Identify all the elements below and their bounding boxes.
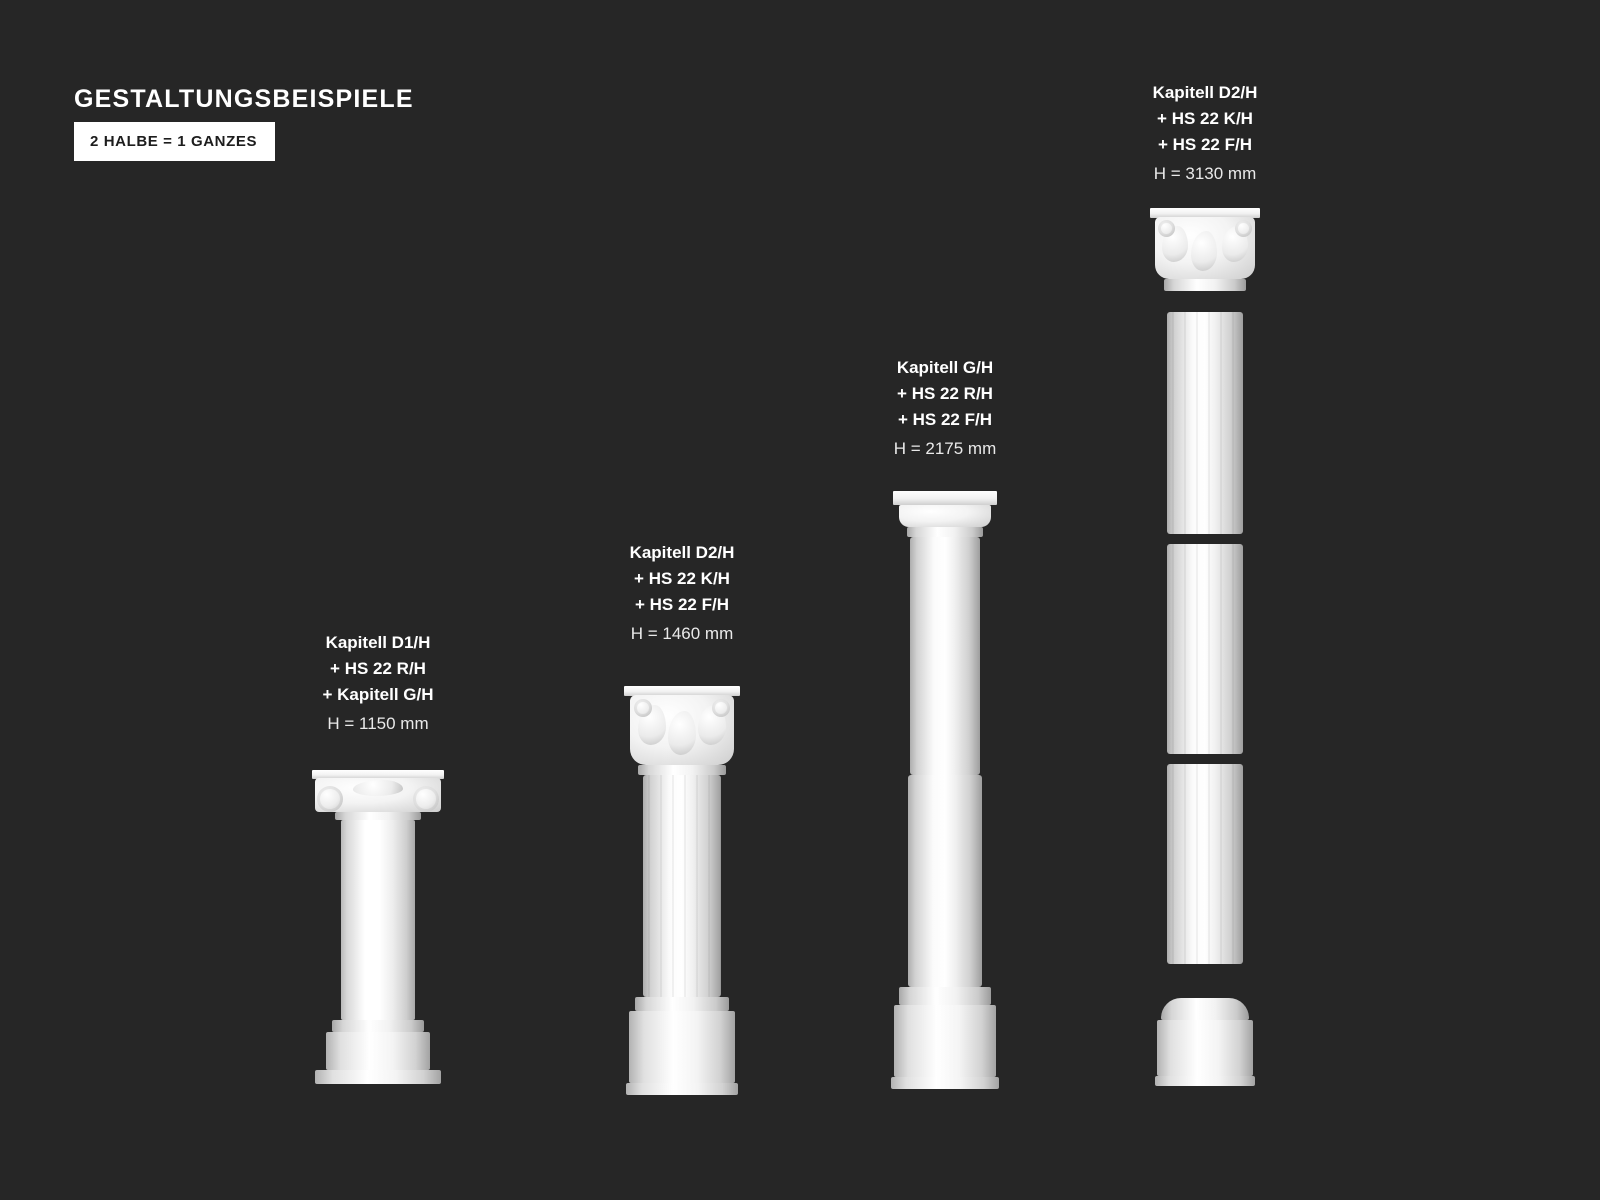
caption-line: + HS 22 R/H (897, 384, 993, 403)
acanthus-leaf (1191, 231, 1217, 271)
column-example-1 (248, 630, 508, 1086)
caption-line: + HS 22 F/H (634, 595, 729, 614)
tuscan-capital (899, 505, 991, 527)
base-footplate (1155, 1076, 1255, 1086)
column-2-caption (552, 540, 812, 618)
capital-neck (1164, 279, 1246, 291)
base-footplate (315, 1070, 441, 1084)
column-shaft-fluted (643, 775, 721, 997)
column-shaft-upper (910, 537, 980, 775)
capital-abacus (893, 491, 997, 505)
column-1-height: H = 1150 mm (327, 714, 429, 733)
volute-right-icon (1235, 220, 1252, 237)
shaft-segment-3 (1167, 764, 1243, 964)
flute-pattern (1167, 544, 1243, 754)
flute-pattern (1167, 764, 1243, 964)
flute-pattern (643, 775, 721, 997)
column-3-height: H = 2175 mm (893, 439, 997, 458)
volute-left-icon (317, 786, 343, 812)
column-4-caption (1080, 80, 1330, 158)
column-shaft (341, 820, 415, 1020)
capital-ornament (353, 780, 403, 796)
base-torus (635, 997, 729, 1011)
column-3-caption (820, 355, 1070, 433)
column-2-height: H = 1460 mm (630, 624, 734, 643)
caption-line: Kapitell D2/H (629, 543, 735, 562)
volute-right-icon (712, 699, 730, 717)
column-4-illustration (1115, 208, 1295, 1088)
volute-left-icon (1158, 220, 1175, 237)
corinthian-capital (630, 695, 734, 765)
caption-line: Kapitell D1/H (325, 633, 431, 652)
column-4-height: H = 3130 mm (1153, 164, 1257, 183)
caption-line: + HS 22 K/H (634, 569, 730, 588)
base-torus (332, 1020, 424, 1032)
ionic-capital (315, 778, 441, 812)
caption-line: + Kapitell G/H (322, 685, 434, 704)
column-example-2 (552, 540, 812, 1101)
corinthian-capital (1155, 217, 1255, 279)
capital-neck (907, 527, 983, 537)
base-torus (1161, 998, 1249, 1020)
column-3-illustration (855, 491, 1035, 1091)
shaft-segment-2 (1167, 544, 1243, 754)
column-2-illustration (592, 686, 772, 1101)
base-torus (899, 987, 991, 1005)
caption-line: + HS 22 F/H (1157, 135, 1252, 154)
status-badge: 2 HALBE = 1 GANZES (74, 122, 275, 161)
volute-right-icon (413, 786, 439, 812)
flute-pattern (1167, 312, 1243, 534)
column-1-illustration (288, 766, 468, 1086)
capital-neck (638, 765, 726, 775)
base-plinth (894, 1005, 996, 1077)
page-title: GESTALTUNGSBEISPIELE (74, 84, 414, 113)
capital-neck (335, 812, 421, 820)
volute-left-icon (634, 699, 652, 717)
column-example-4 (1080, 80, 1330, 1088)
base-footplate (891, 1077, 999, 1089)
acanthus-leaf (668, 711, 696, 755)
base-footplate (626, 1083, 738, 1095)
base-plinth (1157, 1020, 1253, 1076)
caption-line: Kapitell D2/H (1152, 83, 1258, 102)
column-1-caption (248, 630, 508, 708)
base-plinth (629, 1011, 735, 1083)
caption-line: + HS 22 K/H (1157, 109, 1253, 128)
caption-line: Kapitell G/H (896, 358, 994, 377)
column-example-3 (820, 355, 1070, 1091)
base-plinth (326, 1032, 430, 1070)
caption-line: + HS 22 F/H (897, 410, 992, 429)
caption-line: + HS 22 R/H (330, 659, 426, 678)
column-shaft-lower (908, 775, 982, 987)
shaft-segment-1 (1167, 312, 1243, 534)
